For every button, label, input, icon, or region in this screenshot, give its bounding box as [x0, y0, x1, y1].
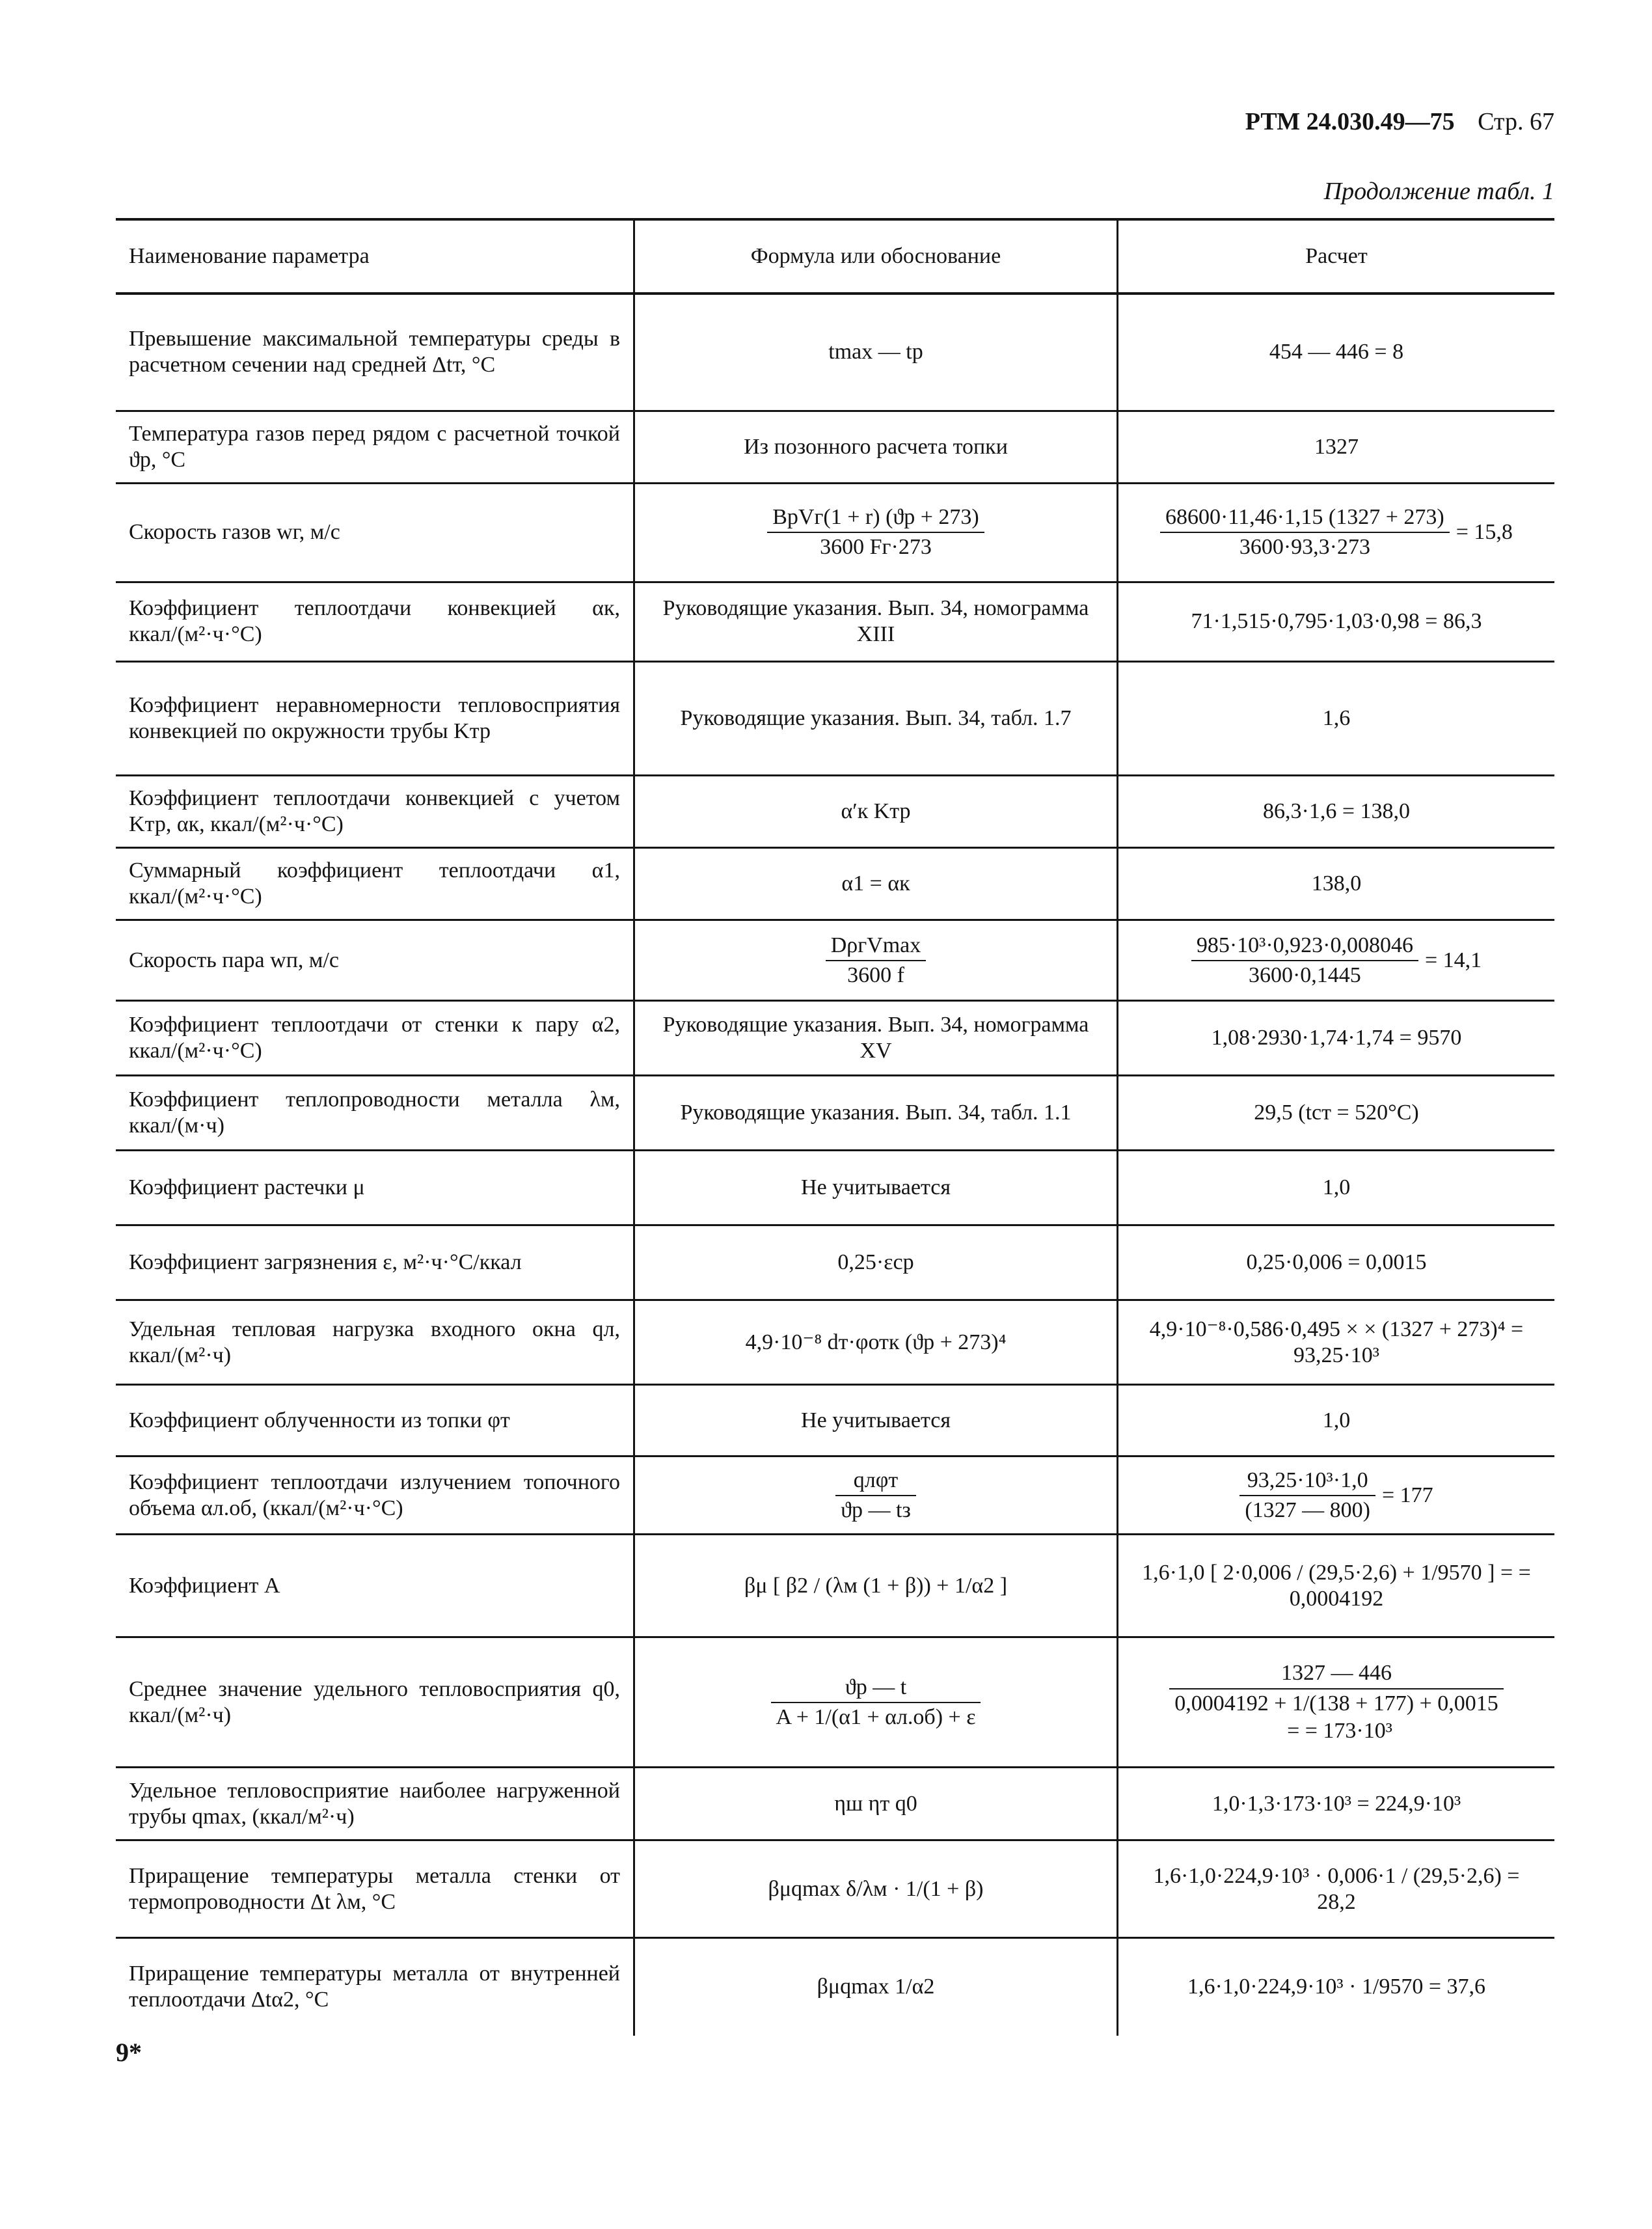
calculation-cell: 454 — 446 = 8 [1269, 340, 1404, 364]
calculation-cell: 86,3·1,6 = 138,0 [1263, 799, 1410, 823]
calculation-cell: 29,5 (tст = 520°С) [1254, 1101, 1419, 1125]
calculation-cell: 1327 [1314, 434, 1359, 459]
parameter-name-cell: Коэффициент неравномерности тепловосприятия конвекцией по окружности трубы Kтр [129, 692, 620, 743]
formula-cell: ηш ηт q0 [634, 1768, 1118, 1840]
table-body [116, 294, 1554, 2036]
formula-cell: Руководящие указания. Вып. 34, табл. 1.7 [634, 661, 1118, 775]
page-header [1245, 107, 1554, 136]
calculation-cell: 1,6·1,0 [ 2·0,006 / (29,5·2,6) + 1/9570 ] = = 0,0004192 [1142, 1560, 1531, 1611]
parameter-name-cell: Удельная тепловая нагрузка входного окна qл, ккал/(м²·ч) [129, 1317, 620, 1367]
parameter-name-cell: Коэффициент растечки μ [129, 1175, 365, 1200]
column-header-calculation: Расчет [1305, 243, 1368, 268]
formula-cell [634, 920, 1118, 1001]
calculation-cell: 1,0 [1322, 1408, 1351, 1432]
formula-denominator: ϑр — tз [841, 1497, 911, 1522]
calculation-fraction [1239, 1468, 1375, 1524]
calculation-denominator: 3600·93,3·273 [1239, 535, 1370, 560]
calculation-cell [1118, 1637, 1555, 1768]
parameter-name-cell: Коэффициент теплоотдачи излучением топочного объема αл.об, (ккал/(м²·ч·°С) [129, 1470, 620, 1520]
calculation-numerator: 985·10³·0,923·0,008046 [1191, 933, 1418, 961]
parameter-name-cell: Коэффициент облученности из топки φт [129, 1408, 510, 1432]
parameter-name-cell: Суммарный коэффициент теплоотдачи α1, ккал/(м²·ч·°С) [129, 858, 620, 909]
parameter-name-cell: Коэффициент теплоотдачи от стенки к пару α2, ккал/(м²·ч·°С) [129, 1013, 620, 1063]
calculation-result: = 15,8 [1456, 520, 1513, 545]
calculation-cell: 1,08·2930·1,74·1,74 = 9570 [1211, 1026, 1462, 1050]
calculation-cell: 1,0 [1322, 1175, 1351, 1200]
calculation-numerator: 68600·11,46·1,15 (1327 + 273) [1160, 504, 1450, 533]
formula-denominator: 3600 Fг·273 [820, 535, 932, 560]
parameter-name-cell: Превышение максимальной температуры среды в расчетном сечении над средней Δtт, °С [129, 327, 620, 377]
table-row [116, 294, 1554, 411]
table-row [116, 1768, 1554, 1840]
table-header-row [116, 219, 1554, 294]
formula-cell: Не учитывается [634, 1385, 1118, 1456]
formula-cell [634, 1637, 1118, 1768]
parameter-name-cell: Коэффициент загрязнения ε, м²·ч·°С/ккал [129, 1250, 522, 1275]
parameter-name-cell: Среднее значение удельного тепловосприятия q0, ккал/(м²·ч) [129, 1676, 620, 1727]
formula-numerator: BрVг(1 + r) (ϑр + 273) [767, 504, 984, 533]
formula-cell: Руководящие указания. Вып. 34, номограмма XV [634, 1001, 1118, 1076]
formula-cell [634, 1456, 1118, 1535]
table-row [116, 411, 1554, 483]
parameter-name-cell: Коэффициент теплопроводности металла λм, ккал/(м·ч) [129, 1087, 620, 1138]
table-row [116, 1001, 1554, 1076]
page-signature-mark: 9* [116, 2038, 142, 2067]
formula-cell: α′к Kтр [634, 775, 1118, 847]
column-header-formula: Формула или обоснование [634, 219, 1118, 294]
calculation-fraction [1191, 933, 1418, 989]
formula-fraction [767, 504, 984, 560]
calculation-result: = = 173·10³ [1287, 1718, 1392, 1743]
table-row [116, 1938, 1554, 2036]
table-row [116, 582, 1554, 661]
table-row [116, 1637, 1554, 1768]
table-row [116, 1535, 1554, 1637]
table-row [116, 1300, 1554, 1385]
parameter-name-cell: Скорость пара wп, м/с [129, 948, 339, 972]
page-number: Стр. 67 [1478, 108, 1554, 135]
parameter-name-cell: Скорость газов wг, м/с [129, 520, 340, 545]
calculation-cell [1118, 483, 1555, 582]
table-row [116, 1840, 1554, 1938]
parameter-name-cell: Приращение температуры металла от внутренней теплоотдачи Δtα2, °С [129, 1962, 620, 2012]
calculation-table [116, 218, 1554, 2036]
calculation-denominator: 3600·0,1445 [1248, 963, 1361, 987]
formula-fraction [826, 933, 927, 989]
formula-numerator: qлφт [835, 1468, 916, 1496]
calculation-cell: 1,6·1,0·224,9·10³ · 1/9570 = 37,6 [1187, 1975, 1486, 1999]
table-row [116, 1225, 1554, 1300]
calculation-fraction [1160, 504, 1450, 560]
table-row [116, 483, 1554, 582]
table-row [116, 775, 1554, 847]
calculation-cell: 1,6·1,0·224,9·10³ · 0,006·1 / (29,5·2,6) = 28,2 [1153, 1863, 1520, 1914]
table-row [116, 847, 1554, 920]
calculation-cell [1118, 1456, 1555, 1535]
calculation-cell: 0,25·0,006 = 0,0015 [1246, 1250, 1427, 1275]
parameter-name-cell: Коэффициент A [129, 1573, 280, 1598]
formula-cell: tmax — tр [634, 294, 1118, 411]
calculation-fraction [1169, 1660, 1504, 1716]
table-row [116, 661, 1554, 775]
formula-cell: 4,9·10⁻⁸ dт·φотк (ϑр + 273)⁴ [634, 1300, 1118, 1385]
formula-cell: βμ [ β2 / (λм (1 + β)) + 1/α2 ] [634, 1535, 1118, 1637]
table-row [116, 920, 1554, 1001]
calculation-cell: 71·1,515·0,795·1,03·0,98 = 86,3 [1191, 609, 1482, 634]
table-row [116, 1076, 1554, 1151]
calculation-denominator: (1327 — 800) [1245, 1497, 1370, 1522]
formula-cell: α1 = αк [634, 847, 1118, 920]
calculation-numerator: 93,25·10³·1,0 [1239, 1468, 1375, 1496]
formula-numerator: DρгVmax [826, 933, 927, 961]
calculation-cell: 138,0 [1311, 871, 1362, 896]
calculation-cell: 1,0·1,3·173·10³ = 224,9·10³ [1212, 1791, 1461, 1816]
formula-cell: Руководящие указания. Вып. 34, номограмма XIII [634, 582, 1118, 661]
calculation-cell: 1,6 [1322, 705, 1351, 730]
table-row [116, 1385, 1554, 1456]
formula-fraction [835, 1468, 916, 1524]
formula-cell: Из позонного расчета топки [634, 411, 1118, 483]
formula-cell: Руководящие указания. Вып. 34, табл. 1.1 [634, 1076, 1118, 1151]
parameter-name-cell: Коэффициент теплоотдачи конвекцией αк, ккал/(м²·ч·°С) [129, 596, 620, 647]
formula-cell: βμqmax 1/α2 [634, 1938, 1118, 2036]
formula-fraction [771, 1675, 981, 1730]
standard-code: РТМ 24.030.49—75 [1245, 108, 1455, 135]
calculation-result: = 177 [1381, 1483, 1433, 1507]
formula-denominator: A + 1/(α1 + αл.об) + ε [776, 1704, 976, 1729]
formula-cell: Не учитывается [634, 1151, 1118, 1225]
calculation-cell [1118, 920, 1555, 1001]
calculation-denominator: 0,0004192 + 1/(138 + 177) + 0,0015 [1174, 1691, 1498, 1716]
table-continuation-note: Продолжение табл. 1 [1323, 178, 1554, 205]
formula-cell: 0,25·εср [634, 1225, 1118, 1300]
calculation-result: = 14,1 [1424, 948, 1482, 972]
formula-cell: βμqmax δ/λм · 1/(1 + β) [634, 1840, 1118, 1938]
parameter-name-cell: Приращение температуры металла стенки от термопроводности Δt λм, °С [129, 1863, 620, 1914]
parameter-name-cell: Коэффициент теплоотдачи конвекцией с учетом Kтр, αк, ккал/(м²·ч·°С) [129, 786, 620, 836]
formula-cell [634, 483, 1118, 582]
calculation-numerator: 1327 — 446 [1169, 1660, 1504, 1689]
parameter-name-cell: Температура газов перед рядом с расчетной точкой ϑр, °С [129, 421, 620, 472]
calculation-cell: 4,9·10⁻⁸·0,586·0,495 × × (1327 + 273)⁴ = 93,25·10³ [1149, 1317, 1524, 1367]
parameter-name-cell: Удельное тепловосприятие наиболее нагруженной трубы qmax, (ккал/м²·ч) [129, 1778, 620, 1829]
formula-denominator: 3600 f [847, 963, 904, 987]
table-row [116, 1456, 1554, 1535]
formula-numerator: ϑр — t [771, 1675, 981, 1703]
table-row [116, 1151, 1554, 1225]
column-header-parameter: Наименование параметра [129, 243, 370, 268]
